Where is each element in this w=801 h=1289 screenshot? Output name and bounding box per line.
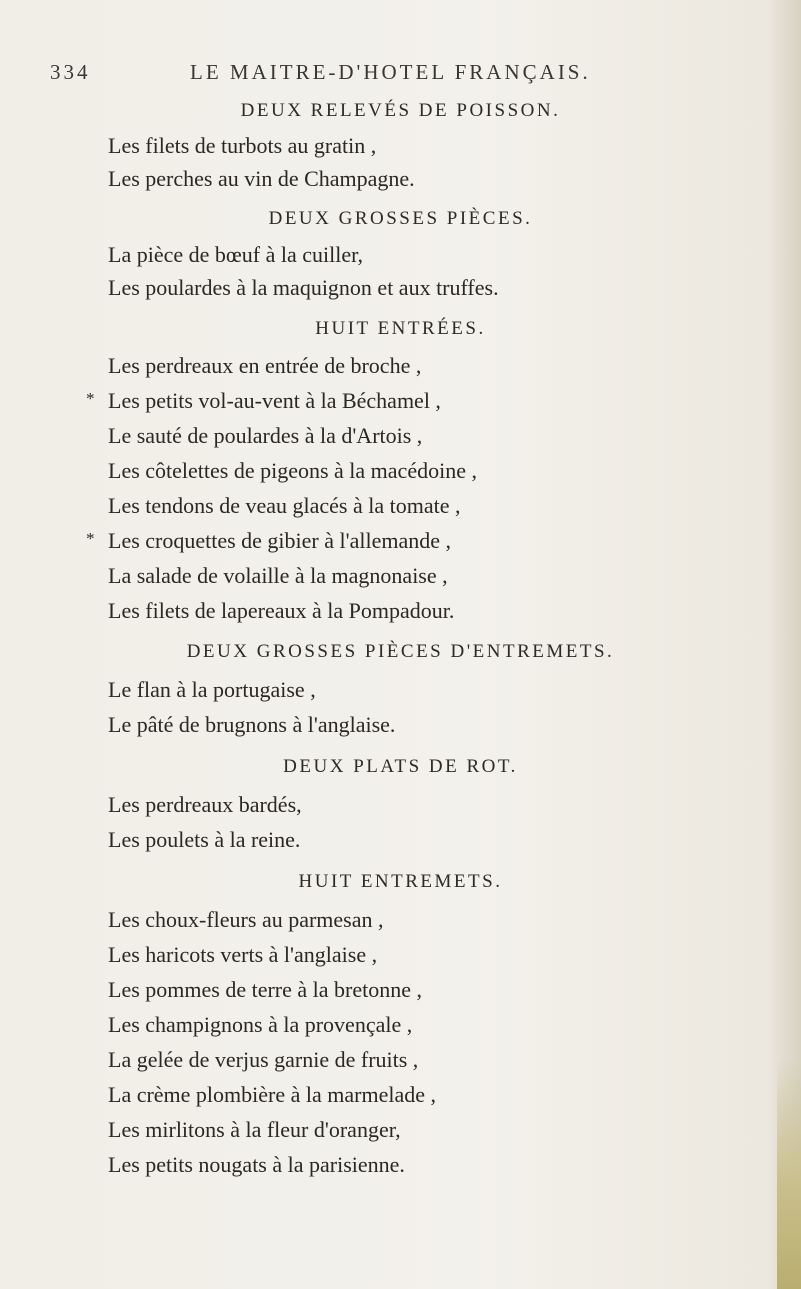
menu-item: Les petits vol-au-vent à la Béchamel ,	[108, 388, 441, 413]
menu-item: Les côtelettes de pigeons à la macédoine ,	[108, 458, 477, 483]
section-title: DEUX GROSSES PIÈCES D'ENTREMETS.	[186, 641, 615, 662]
menu-item: Les croquettes de gibier à l'allemande ,	[108, 528, 451, 553]
running-header	[50, 60, 770, 90]
section-title: DEUX PLATS DE ROT.	[283, 756, 518, 777]
asterisk-icon: *	[86, 529, 95, 548]
asterisk-icon: *	[86, 389, 95, 408]
menu-item: Les petits nougats à la parisienne.	[108, 1152, 405, 1177]
menu-item: Les filets de lapereaux à la Pompadour.	[108, 598, 455, 623]
menu-item: Les mirlitons à la fleur d'oranger,	[108, 1117, 401, 1142]
menu-item: Les tendons de veau glacés à la tomate ,	[108, 493, 461, 518]
section-title: DEUX GROSSES PIÈCES.	[268, 208, 533, 229]
page-number: 334	[50, 60, 91, 84]
menu-item: Le flan à la portugaise ,	[108, 677, 316, 702]
page-corner-stain	[777, 1059, 801, 1289]
menu-item: Les choux-fleurs au parmesan ,	[108, 907, 384, 932]
menu-item: Les filets de turbots au gratin ,	[108, 133, 377, 158]
menu-item: Les pommes de terre à la bretonne ,	[108, 977, 422, 1002]
menu-item: Les perches au vin de Champagne.	[108, 166, 415, 191]
menu-item: Les perdreaux en entrée de broche ,	[108, 353, 422, 378]
menu-item: Le sauté de poulardes à la d'Artois ,	[108, 423, 423, 448]
section-title: HUIT ENTRÉES.	[315, 318, 486, 339]
section-title: DEUX RELEVÉS DE POISSON.	[240, 100, 561, 121]
menu-item: Les poulets à la reine.	[108, 827, 301, 852]
running-title: LE MAITRE-D'HOTEL FRANÇAIS.	[190, 60, 591, 84]
menu-item: Les perdreaux bardés,	[108, 792, 302, 817]
menu-item: Les poulardes à la maquignon et aux truffes.	[108, 275, 499, 300]
menu-item: La crème plombière à la marmelade ,	[108, 1082, 436, 1107]
section-title: HUIT ENTREMETS.	[298, 871, 503, 892]
menu-item: Le pâté de brugnons à l'anglaise.	[108, 712, 396, 737]
menu-item: La pièce de bœuf à la cuiller,	[108, 242, 364, 267]
menu-item: Les haricots verts à l'anglaise ,	[108, 942, 378, 967]
menu-item: La salade de volaille à la magnonaise ,	[108, 563, 448, 588]
menu-item: La gelée de verjus garnie de fruits ,	[108, 1047, 419, 1072]
menu-item: Les champignons à la provençale ,	[108, 1012, 413, 1037]
